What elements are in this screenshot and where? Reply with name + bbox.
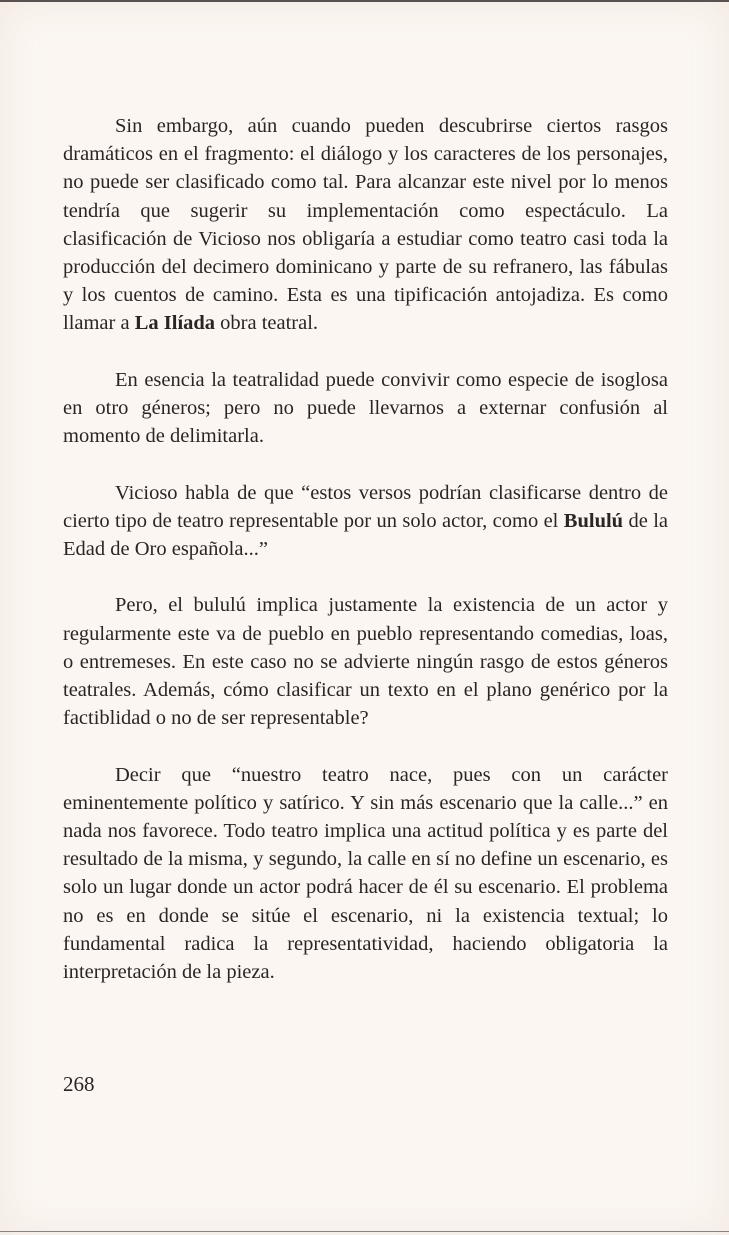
paragraph-1-bold-title: La Ilíada bbox=[134, 312, 216, 335]
paragraph-5-text: Decir que “nuestro teatro nace, pues con un carácter eminentemente político y satírico. Y sin más escenario que la calle...” en nada nos favorece. Todo teatro implica una actitud política y es parte del resultado de la misma, y segundo, la calle en sí no define un escenario, es solo un lugar donde un actor podrá hacer de él su escenario. El problema no es en donde se sitúe el escenario, ni la existencia textual; lo fundamental radica la representatividad, haciendo obligatoria la interpretación de la pieza. bbox=[63, 763, 668, 984]
paragraph-2-text: En esencia la teatralidad puede convivir como especie de isoglosa en otro géneros; pero no puede llevarnos a externar confusión al momento de delimitarla. bbox=[63, 368, 668, 448]
paragraph-4 bbox=[63, 591, 668, 732]
page-number: 268 bbox=[63, 1072, 95, 1096]
bottom-edge-rule bbox=[0, 1231, 729, 1232]
paragraph-1-after: obra teatral. bbox=[215, 312, 319, 335]
paragraph-2 bbox=[63, 366, 668, 451]
top-edge-rule bbox=[0, 0, 729, 2]
paragraph-3-after: de la Edad de Oro española...” bbox=[63, 509, 669, 561]
paragraph-1-text: Sin embargo, aún cuando pueden descubrirse ciertos rasgos dramáticos en el fragmento: el diálogo y los caracteres de los personajes, no puede ser clasificado como tal. Para alcanzar este nivel por lo menos tendría que sugerir su implementación como espectáculo. La clasificación de Vicioso nos obligaría a estudiar como teatro casi toda la producción del decimero dominicano y parte de su refranero, las fábulas y los cuentos de camino. Esta es una tipificación antojadiza. Es como llamar a bbox=[63, 115, 668, 335]
paragraph-3-bold-term: Bululú bbox=[563, 509, 624, 532]
paragraph-1 bbox=[63, 112, 668, 338]
paragraph-3-text: Vicioso habla de que “estos versos podrían clasificarse dentro de cierto tipo de teatro representable por un solo actor, como el bbox=[63, 481, 668, 532]
paragraph-5 bbox=[63, 761, 668, 987]
body-text bbox=[63, 112, 668, 986]
paragraph-3 bbox=[63, 479, 668, 564]
paragraph-4-text: Pero, el bululú implica justamente la existencia de un actor y regularmente este va de pueblo en pueblo representando comedias, loas, o entremeses. En este caso no se advierte ningún rasgo de estos géneros teatrales. Además, cómo clasificar un texto en el plano genérico por la factiblidad o no de ser representable? bbox=[63, 594, 668, 730]
